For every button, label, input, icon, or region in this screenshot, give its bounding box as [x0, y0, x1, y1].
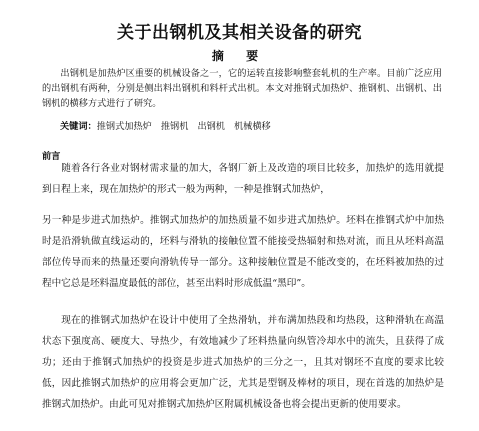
- keywords-line: [60, 118, 280, 132]
- abstract-heading: 摘 要: [211, 49, 268, 63]
- body-paragraph: 现在的推钢式加热炉在设计中使用了全热滑轨，并布满加热段和均热段，这种滑轨在高温状态下强度高、硬度大、导热少，有效地减少了坯料热量向纵管冷却水中的流失，且获得了成功；还由于推钢式加热炉的投资是步进式加热炉的三分之一，且其对钢坯不直度的要求比较低，因此推钢式加热炉的应用将会更加广泛，尤其是型钢及棒材的项目，现在首选的加热炉是推钢式加热炉。由此可见对推钢式加热炉区附属机械设备也将会提出更新的使用要求。: [42, 315, 444, 410]
- abstract-text: 出钢机是加热炉区重要的机械设备之一，它的运转直接影响整套轧机的生产率。目前广泛应用的出钢机有两种，分别是侧出料出钢机和料杆式出机。本文对推钢式加热炉、推钢机、出钢机、出钢机的横移方式进行了研究。: [42, 68, 442, 109]
- keyword-item: 机械横移: [234, 121, 271, 132]
- body-paragraph: 随着各行各业对钢材需求量的加大，各钢厂新上及改造的项目比较多，加热炉的选用就提到日程上来，现在加热炉的形式一般为两种，一种是推钢式加热炉，: [42, 163, 444, 195]
- keyword-item: 推钢式加热炉: [96, 121, 152, 132]
- keywords-label: 关键词：: [60, 121, 97, 132]
- section-heading-preface: 前言: [42, 151, 61, 162]
- body-paragraph: 另一种是步进式加热炉。推钢式加热炉的加热质量不如步进式加热炉。坯料在推钢式炉中加热时是沿滑轨做直线运动的，坯料与滑轨的接触位置不能接受热辐射和热对流，而且从坯料高温部位传导而来的热量还要向滑轨传导一部分。这种接触位置是不能改变的，在坯料被加热的过程中它总是坯料温度最低的部位，甚至出料时形成低温“黑印”。: [42, 215, 444, 289]
- keyword-item: 推钢机: [160, 121, 189, 132]
- document-title: 关于出钢机及其相关设备的研究: [117, 23, 362, 43]
- keyword-item: 出钢机: [197, 121, 225, 132]
